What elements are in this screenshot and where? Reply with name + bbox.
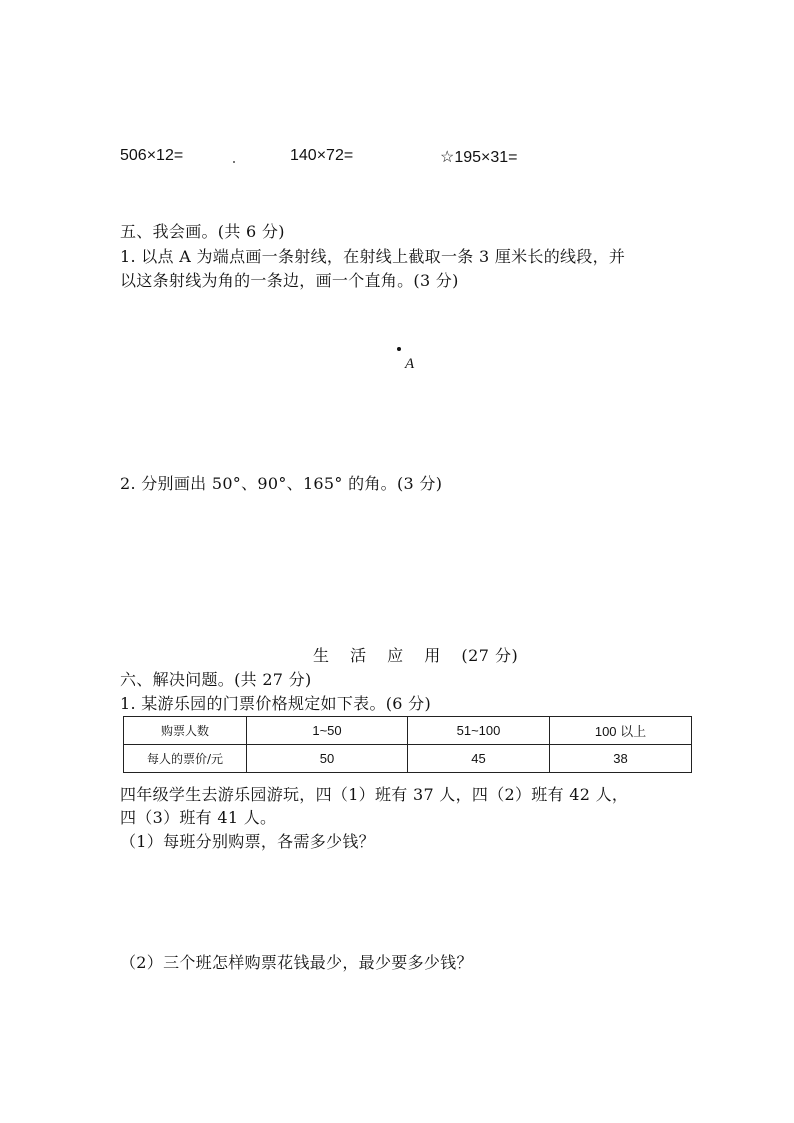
- table-cell: 38: [550, 745, 692, 773]
- section6-heading: 六、解决问题。(共 27 分): [120, 670, 312, 689]
- stray-dot: [233, 161, 235, 163]
- section5-q1-line2: 以这条射线为角的一条边，画一个直角。(3 分): [120, 271, 459, 290]
- life-application-points: (27 分): [461, 646, 519, 665]
- table-cell: 每人的票价/元: [124, 745, 247, 773]
- section5-q2: 2. 分别画出 50°、90°、165° 的角。(3 分): [120, 474, 443, 493]
- table-cell: 45: [408, 745, 550, 773]
- table-header-cell: 购票人数: [124, 717, 247, 745]
- point-a-label: A: [405, 356, 415, 372]
- section5-heading: 五、我会画。(共 6 分): [120, 222, 285, 241]
- calc-item-3: ☆195×31=: [440, 149, 518, 166]
- section6-desc-line1: 四年级学生去游乐园游玩，四（1）班有 37 人，四（2）班有 42 人，: [120, 785, 629, 804]
- table-row: [124, 745, 692, 773]
- table-header-cell: 51~100: [408, 717, 550, 745]
- ticket-price-table: [123, 716, 692, 773]
- section6-sub1: （1）每班分别购票，各需多少钱？: [120, 832, 375, 851]
- life-application-title: [313, 643, 518, 666]
- calc-item-2: 140×72=: [290, 147, 354, 164]
- table-header-cell: 100 以上: [550, 717, 692, 745]
- table-header-cell: 1~50: [247, 717, 408, 745]
- table-header-row: [124, 717, 692, 745]
- section6-desc-line2: 四（3）班有 41 人。: [120, 808, 277, 827]
- section6-sub2: （2）三个班怎样购票花钱最少，最少要多少钱？: [120, 953, 473, 972]
- calc-item-1: 506×12=: [120, 147, 184, 164]
- table-cell: 50: [247, 745, 408, 773]
- life-application-title-text: 生 活 应 用: [313, 646, 449, 665]
- section5-q1-line1: 1. 以点 A 为端点画一条射线，在射线上截取一条 3 厘米长的线段，并: [120, 247, 626, 266]
- point-a-dot: [397, 347, 401, 351]
- section6-q1: 1. 某游乐园的门票价格规定如下表。(6 分): [120, 694, 432, 713]
